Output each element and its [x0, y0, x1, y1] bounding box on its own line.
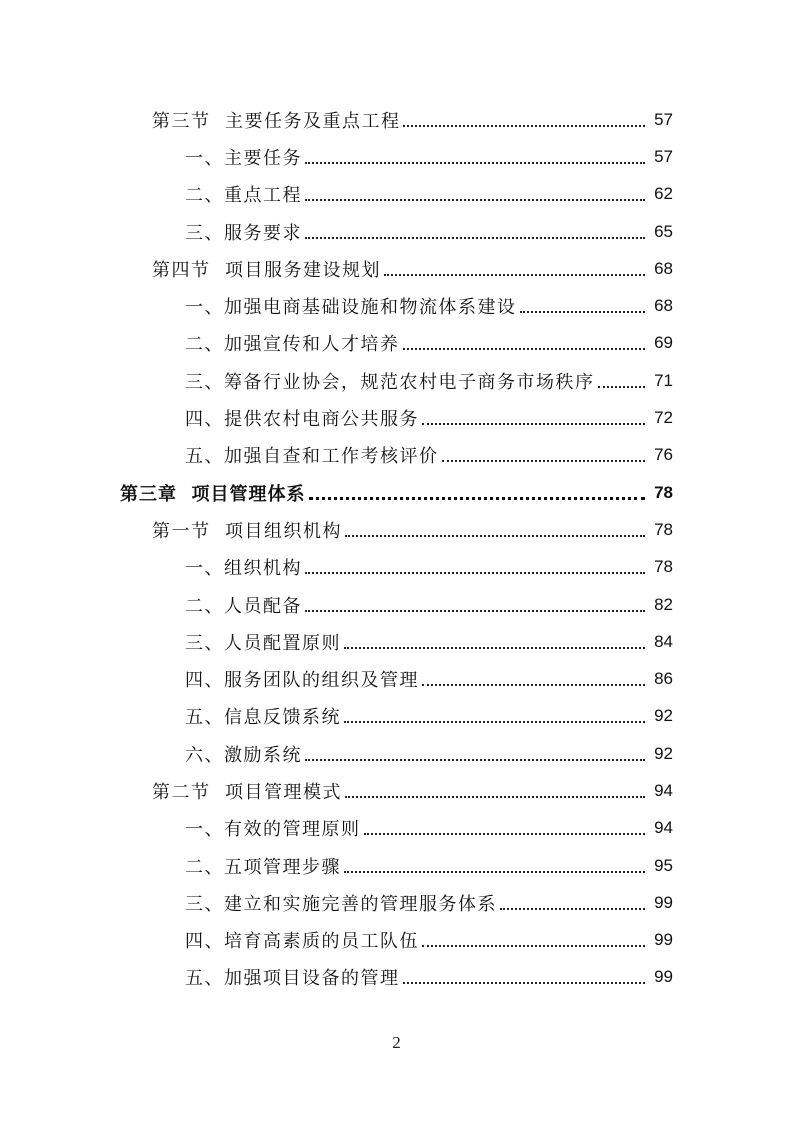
- toc-entry-page-number: 57: [654, 146, 673, 166]
- toc-entry-title: 第一节 项目组织机构: [152, 520, 342, 542]
- toc-dot-leader: [442, 442, 646, 462]
- toc-entry-page-number: 99: [654, 892, 673, 912]
- toc-entry-title: 三、人员配置原则: [185, 632, 341, 654]
- toc-dot-leader: [422, 666, 645, 686]
- toc-subsection-entry[interactable]: [0, 437, 793, 474]
- toc-subsection-entry[interactable]: [0, 698, 793, 735]
- toc-entry-page-number: 72: [654, 408, 673, 428]
- toc-entry-page-number: 78: [654, 482, 673, 502]
- toc-entry-title: 第三章 项目管理体系: [120, 483, 306, 505]
- toc-entry-title: 二、重点工程: [185, 185, 302, 207]
- toc-entry-page-number: 94: [654, 780, 673, 800]
- toc-entry-page-number: 99: [654, 967, 673, 987]
- toc-dot-leader: [344, 703, 645, 723]
- toc-subsection-entry[interactable]: [0, 922, 793, 959]
- toc-subsection-entry[interactable]: [0, 586, 793, 623]
- toc-subsection-entry[interactable]: [0, 138, 793, 175]
- toc-entry-page-number: 92: [654, 743, 673, 763]
- table-of-contents: [0, 101, 793, 996]
- toc-entry-title: 六、激励系统: [185, 744, 302, 766]
- toc-dot-leader: [422, 405, 645, 425]
- toc-subsection-entry[interactable]: [0, 287, 793, 324]
- toc-entry-page-number: 82: [654, 594, 673, 614]
- toc-entry-title: 三、服务要求: [185, 222, 302, 244]
- toc-entry-title: 三、建立和实施完善的管理服务体系: [185, 893, 497, 915]
- toc-subsection-entry[interactable]: [0, 959, 793, 996]
- toc-section-entry[interactable]: [0, 772, 793, 809]
- toc-entry-page-number: 71: [654, 370, 673, 390]
- toc-entry-title: 五、加强自查和工作考核评价: [185, 446, 439, 468]
- toc-subsection-entry[interactable]: [0, 623, 793, 660]
- toc-dot-leader: [520, 293, 646, 313]
- toc-entry-page-number: 78: [654, 557, 673, 577]
- toc-entry-title: 二、人员配备: [185, 595, 302, 617]
- toc-dot-leader: [422, 927, 645, 947]
- toc-entry-title: 四、培育高素质的员工队伍: [185, 931, 419, 953]
- toc-entry-page-number: 62: [654, 184, 673, 204]
- toc-dot-leader: [309, 479, 645, 500]
- toc-entry-page-number: 92: [654, 706, 673, 726]
- toc-dot-leader: [403, 964, 646, 984]
- toc-entry-page-number: 95: [654, 855, 673, 875]
- toc-entry-page-number: 68: [654, 296, 673, 316]
- toc-subsection-entry[interactable]: [0, 810, 793, 847]
- toc-entry-page-number: 84: [654, 631, 673, 651]
- page-number: 2: [392, 1033, 401, 1052]
- toc-entry-page-number: 86: [654, 669, 673, 689]
- toc-entry-title: 五、信息反馈系统: [185, 707, 341, 729]
- toc-dot-leader: [345, 517, 645, 537]
- toc-dot-leader: [305, 554, 645, 574]
- toc-subsection-entry[interactable]: [0, 847, 793, 884]
- toc-entry-title: 一、有效的管理原则: [185, 819, 361, 841]
- toc-section-entry[interactable]: [0, 250, 793, 287]
- toc-dot-leader: [344, 629, 645, 649]
- toc-entry-page-number: 76: [654, 445, 673, 465]
- toc-entry-page-number: 69: [654, 333, 673, 353]
- toc-dot-leader: [364, 815, 646, 835]
- toc-entry-title: 一、加强电商基础设施和物流体系建设: [185, 297, 517, 319]
- toc-dot-leader: [305, 741, 645, 761]
- toc-dot-leader: [598, 368, 646, 388]
- toc-subsection-entry[interactable]: [0, 325, 793, 362]
- toc-subsection-entry[interactable]: [0, 884, 793, 921]
- toc-entry-page-number: 94: [654, 818, 673, 838]
- toc-entry-page-number: 68: [654, 258, 673, 278]
- toc-entry-title: 第四节 项目服务建设规划: [152, 259, 381, 281]
- toc-entry-title: 第三节 主要任务及重点工程: [152, 110, 401, 132]
- toc-dot-leader: [403, 330, 646, 350]
- toc-entry-title: 一、主要任务: [185, 147, 302, 169]
- toc-subsection-entry[interactable]: [0, 549, 793, 586]
- toc-entry-page-number: 57: [654, 109, 673, 129]
- toc-dot-leader: [305, 181, 645, 201]
- toc-dot-leader: [305, 144, 645, 164]
- toc-chapter-entry[interactable]: [0, 474, 793, 511]
- toc-dot-leader: [305, 219, 645, 239]
- toc-dot-leader: [305, 592, 645, 612]
- toc-dot-leader: [403, 107, 645, 127]
- toc-subsection-entry[interactable]: [0, 362, 793, 399]
- toc-dot-leader: [345, 778, 645, 798]
- toc-entry-page-number: 99: [654, 930, 673, 950]
- toc-entry-title: 四、提供农村电商公共服务: [185, 409, 419, 431]
- toc-subsection-entry[interactable]: [0, 399, 793, 436]
- toc-entry-page-number: 65: [654, 221, 673, 241]
- toc-entry-title: 二、加强宣传和人才培养: [185, 334, 400, 356]
- toc-entry-title: 五、加强项目设备的管理: [185, 968, 400, 990]
- toc-entry-page-number: 78: [654, 519, 673, 539]
- toc-section-entry[interactable]: [0, 511, 793, 548]
- toc-dot-leader: [500, 890, 645, 910]
- toc-subsection-entry[interactable]: [0, 213, 793, 250]
- toc-section-entry[interactable]: [0, 101, 793, 138]
- toc-entry-title: 三、筹备行业协会，规范农村电子商务市场秩序: [185, 371, 595, 393]
- toc-entry-title: 二、五项管理步骤: [185, 856, 341, 878]
- toc-entry-title: 四、服务团队的组织及管理: [185, 670, 419, 692]
- toc-subsection-entry[interactable]: [0, 176, 793, 213]
- toc-subsection-entry[interactable]: [0, 660, 793, 697]
- toc-entry-title: 第二节 项目管理模式: [152, 781, 342, 803]
- toc-dot-leader: [384, 256, 645, 276]
- toc-subsection-entry[interactable]: [0, 735, 793, 772]
- toc-dot-leader: [344, 853, 645, 873]
- toc-entry-title: 一、组织机构: [185, 558, 302, 580]
